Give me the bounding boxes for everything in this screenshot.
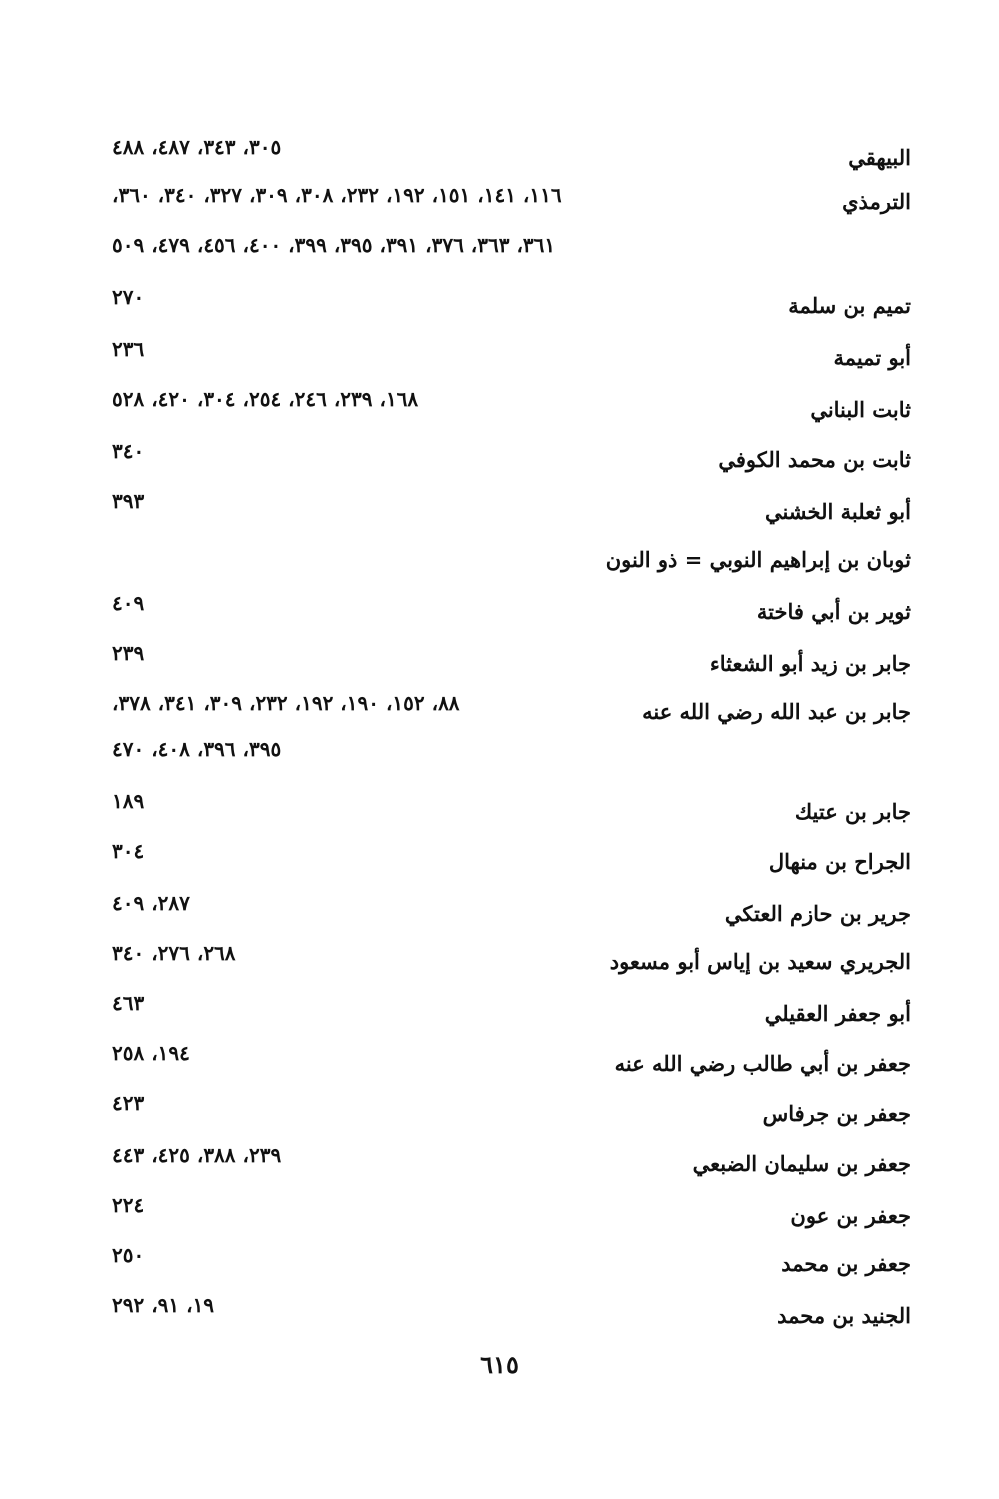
entry-name: جعفر بن محمد [781, 1251, 911, 1276]
entry-pages: ١٩٤، ٢٥٨ [112, 1041, 190, 1065]
index-entry [100, 1138, 911, 1178]
index-entry [100, 280, 911, 320]
entry-name: ثوير بن أبي فاختة [756, 599, 911, 624]
entry-name: ثوبان بن إبراهيم النوبي = ذو النون [605, 547, 911, 572]
entry-pages: ٢٨٧، ٤٠٩ [112, 891, 190, 915]
entry-pages: ٤٦٣ [112, 991, 145, 1015]
index-entry [100, 636, 911, 676]
index-entry [100, 936, 911, 976]
entry-pages: ٢٦٨، ٢٧٦، ٣٤٠ [112, 941, 236, 965]
index-entry-continuation [100, 228, 911, 268]
index-entry [100, 1188, 911, 1228]
entry-pages: ٢٣٩ [112, 641, 145, 665]
entry-name: جرير بن حازم العتكي [724, 901, 911, 926]
entry-name: البيهقي [848, 145, 911, 170]
index-entry [100, 130, 911, 170]
entry-name: جعفر بن أبي طالب رضي الله عنه [614, 1051, 911, 1076]
entry-pages: ٣٠٤ [112, 839, 145, 863]
index-entry [100, 1086, 911, 1126]
entry-pages: ٢٢٤ [112, 1193, 145, 1217]
index-entry [100, 686, 911, 726]
entry-name: أبو تميمة [833, 345, 911, 370]
entry-pages: ٣٩٣ [112, 489, 145, 513]
entry-pages: ٨٨، ١٥٢، ١٩٠، ١٩٢، ٢٣٢، ٣٠٩، ٣٤١، ٣٧٨، [112, 691, 460, 715]
entry-name: أبو جعفر العقيلي [764, 1001, 911, 1026]
index-entry [100, 834, 911, 874]
entry-pages: ١٩، ٩١، ٢٩٢ [112, 1293, 215, 1317]
entry-pages: ٤٠٩ [112, 591, 145, 615]
index-entry [100, 986, 911, 1026]
entry-name: أبو ثعلبة الخشني [764, 499, 911, 524]
entry-name: جعفر بن سليمان الضبعي [692, 1151, 911, 1176]
entry-pages: ٢٧٠ [112, 285, 145, 309]
page-number: ٦١٥ [480, 1350, 519, 1379]
entry-name: الجراح بن منهال [768, 849, 911, 874]
entry-pages: ٤٢٣ [112, 1091, 145, 1115]
index-entry [100, 332, 911, 372]
entry-name: جعفر بن جرفاس [762, 1101, 911, 1126]
entry-name: ثابت البناني [810, 397, 911, 422]
entry-pages: ٣٦١، ٣٦٣، ٣٧٦، ٣٩١، ٣٩٥، ٣٩٩، ٤٠٠، ٤٥٦، ٤٧٩، ٥٠٩ [112, 233, 556, 257]
entry-name: الجريري سعيد بن إياس أبو مسعود [609, 949, 911, 974]
entry-name: جابر بن عتيك [794, 799, 911, 824]
entry-pages: ٣٠٥، ٣٤٣، ٤٨٧، ٤٨٨ [112, 135, 282, 159]
entry-name: ثابت بن محمد الكوفي [718, 447, 911, 472]
entry-pages: ٢٥٠ [112, 1243, 145, 1267]
index-entry [100, 534, 911, 574]
index-entry [100, 1288, 911, 1328]
entry-pages: ١٦٨، ٢٣٩، ٢٤٦، ٢٥٤، ٣٠٤، ٤٢٠، ٥٢٨ [112, 387, 419, 411]
entry-name: الجنيد بن محمد [777, 1303, 911, 1328]
index-entry [100, 484, 911, 524]
index-entry [100, 886, 911, 926]
entry-pages: ٣٩٥، ٣٩٦، ٤٠٨، ٤٧٠ [112, 737, 282, 761]
index-entry [100, 586, 911, 626]
index-entry [100, 784, 911, 824]
entry-name: الترمذي [842, 189, 911, 214]
index-entry [100, 434, 911, 474]
entry-pages: ١٨٩ [112, 789, 145, 813]
index-entry-continuation [100, 732, 911, 772]
entry-name: جابر بن عبد الله رضي الله عنه [642, 699, 911, 724]
entry-pages: ٣٤٠ [112, 439, 145, 463]
index-entry [100, 1238, 911, 1278]
entry-name: تميم بن سلمة [788, 293, 911, 318]
index-entry [100, 178, 911, 218]
entry-pages: ٢٣٩، ٣٨٨، ٤٢٥، ٤٤٣ [112, 1143, 282, 1167]
index-entry [100, 1036, 911, 1076]
index-entry [100, 382, 911, 422]
entry-pages: ٢٣٦ [112, 337, 145, 361]
entry-pages: ١١٦، ١٤١، ١٥١، ١٩٢، ٢٣٢، ٣٠٨، ٣٠٩، ٣٢٧، ٣٤٠، ٣٦٠، [112, 183, 562, 207]
entry-name: جعفر بن عون [790, 1203, 911, 1228]
entry-name: جابر بن زيد أبو الشعثاء [709, 651, 911, 676]
